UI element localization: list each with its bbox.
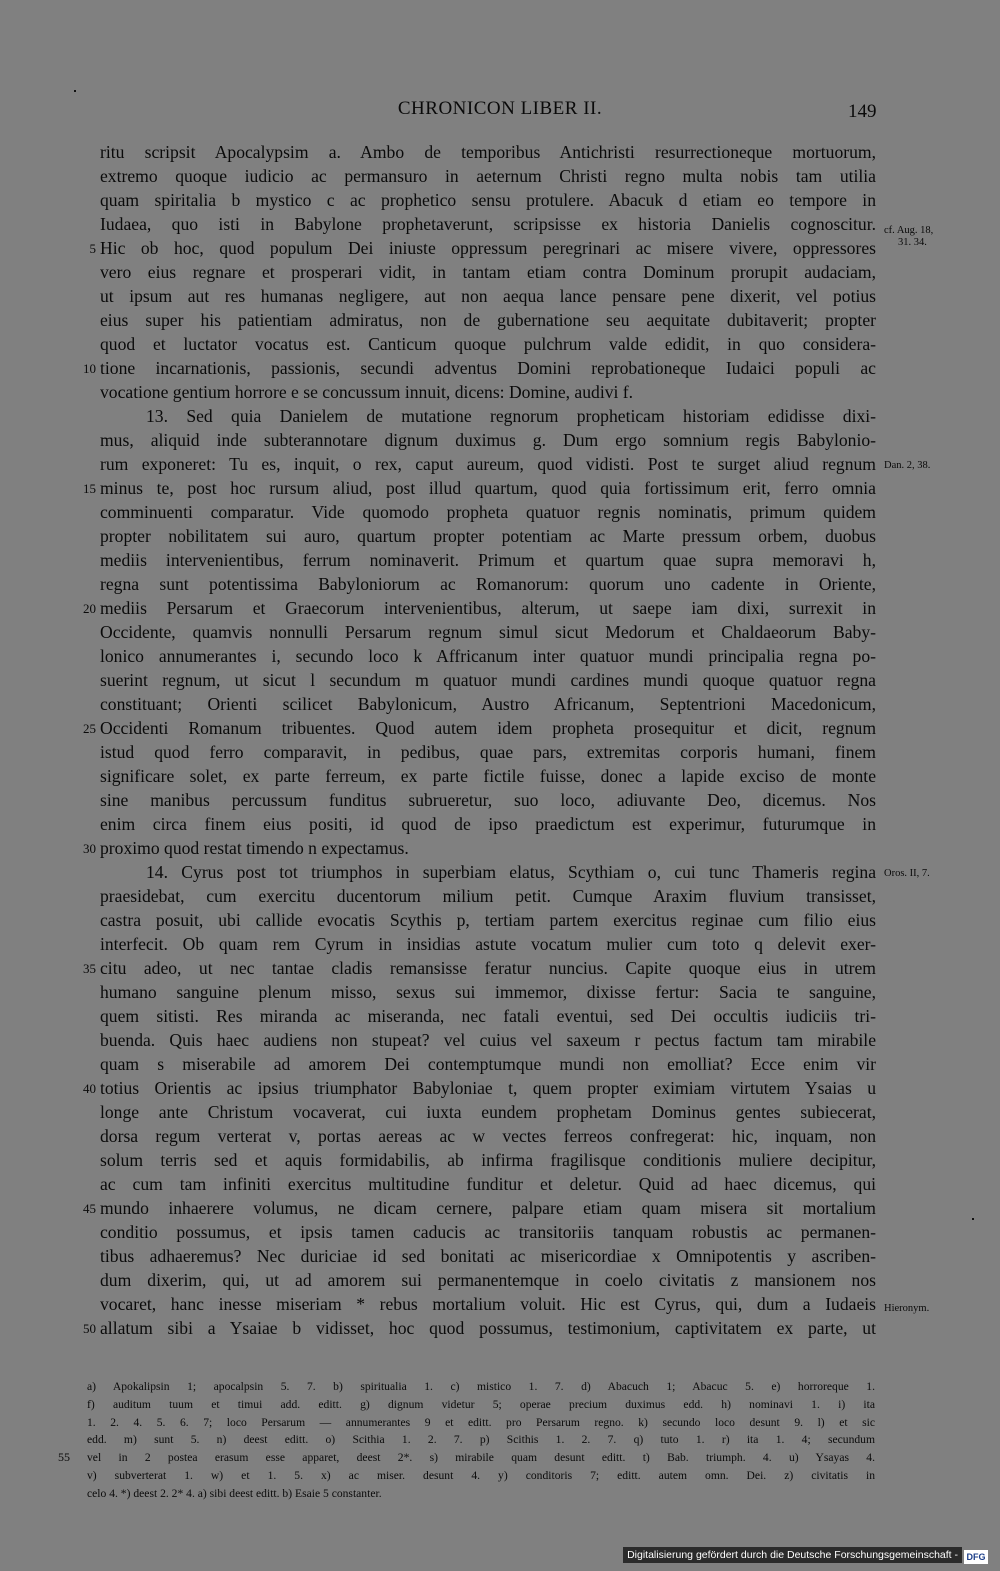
line-number: 35	[83, 961, 96, 976]
body-line: dum dixerim, qui, ut ad amorem sui permanentemque in coelo civitatis z mansionem nos	[100, 1270, 876, 1290]
margin-note: cf. Aug. 18,	[884, 225, 934, 237]
line-number: 10	[83, 361, 96, 376]
body-line: sine manibus percussum funditus subrueretur, suo loco, adiuvante Deo, dicemus. Nos	[100, 790, 876, 810]
body-line: lonico annumerantes i, secundo loco k Affricanum inter quatuor mundi principalia regna po-	[100, 646, 876, 666]
digitization-credit: Digitalisierung gefördert durch die Deutsche Forschungsgemeinschaft -	[623, 1547, 962, 1563]
body-line: comminuenti comparatur. Vide quomodo propheta quatuor regnis nominatis, primum quidem	[100, 502, 876, 522]
body-line: proximo quod restat timendo n expectamus.	[100, 838, 409, 858]
body-line: citu adeo, ut nec tantae cladis remansisse feratur nuncius. Capite quoque eius in utrem	[100, 958, 876, 978]
margin-note: Dan. 2, 38.	[884, 460, 931, 472]
body-line: castra posuit, ubi callide evocatis Scythis p, tertiam partem exercitus reginae cum filio eius	[100, 910, 876, 930]
body-line: 14. Cyrus post tot triumphos in superbiam elatus, Scythiam o, cui tunc Thameris regina	[146, 862, 876, 882]
body-line: Hic ob hoc, quod populum Dei iniuste oppressum peregrinari ac misere vivere, oppressores	[100, 238, 876, 258]
body-line: allatum sibi a Ysaiae b vidisset, hoc quod possumus, testimonium, captivitatem ex parte, ut	[100, 1318, 876, 1338]
body-line: istud quod ferro comparavit, in pedibus, quae pars, extremitas corporis humani, finem	[100, 742, 876, 762]
dfg-logo: DFG	[964, 1550, 988, 1564]
footnote-line: 1. 2. 4. 5. 6. 7; loco Persarum — annumerantes 9 et editt. pro Persarum regno. k) secundo loco desunt 9. l) et sic	[87, 1415, 875, 1429]
body-line: 13. Sed quia Danielem de mutatione regnorum propheticam historiam edidisse dixi-	[146, 406, 876, 426]
body-line: praesidebat, cum exercitu ducentorum milium petit. Cumque Araxim fluvium transisset,	[100, 886, 876, 906]
line-number: 25	[83, 721, 96, 736]
body-line: minus te, post hoc rursum aliud, post illud quartum, quod quia fortissimum erit, ferro omnia	[100, 478, 876, 498]
running-title: CHRONICON LIBER II.	[397, 98, 603, 119]
scan-speck	[74, 90, 76, 92]
footnote-line: edd. m) sunt 5. n) deest editt. o) Scithia 1. 2. 7. p) Scithis 1. 2. 7. q) tuto 1. r) ita 1. 4; secundum	[87, 1433, 875, 1447]
footnote-line: f) auditum tuum et timui add. editt. g) dignum videtur 5; operae precium duximus edd. h) nominavi 1. i) ita	[87, 1397, 875, 1411]
body-line: vero eius regnare et prosperari vidit, in tantam etiam contra Dominum prorupit audaciam,	[100, 262, 876, 282]
line-number: 30	[83, 841, 96, 856]
body-line: Occidente, quamvis nonnulli Persarum regnum simul sicut Medorum et Chaldaeorum Baby-	[100, 622, 876, 642]
line-number: 15	[83, 481, 96, 496]
line-number: 50	[83, 1321, 96, 1336]
body-line: longe ante Christum vocaverat, cui iuxta eundem prophetam Dominus gentes subiecerat,	[100, 1102, 876, 1122]
body-line: suerint regnum, ut sicut l secundum m quatuor mundi cardines mundi quoque quatuor regna	[100, 670, 876, 690]
footnote-line: a) Apokalipsin 1; apocalpsin 5. 7. b) spiritualia 1. c) mistico 1. 7. d) Abacuch 1; Abacuc 5. e) horroreque 1.	[87, 1380, 875, 1393]
body-line: ac cum tam infiniti exercitus multitudine funditur et deletur. Quid ad haec dicemus, qui	[100, 1174, 876, 1194]
body-line: quam s miserabile ad amorem Dei contemptumque mundi non emolliat? Ecce enim vir	[100, 1054, 876, 1074]
body-line: totius Orientis ac ipsius triumphator Babyloniae t, quem propter eximiam virtutem Ysaias u	[100, 1078, 876, 1098]
body-line: humano sanguine plenum misso, sexus sui immemor, dixisse fertur: Sacia te sanguine,	[100, 982, 876, 1002]
margin-note: Hieronym.	[884, 1302, 930, 1314]
body-line: mediis intervenientibus, ferrum nominaverit. Primum et quartum quae supra memoravi h,	[100, 550, 876, 570]
body-line: propter nobilitatem sui auro, quartum propter potentiam ac Marte pressum orbem, duobus	[100, 526, 876, 546]
body-line: quem sitisti. Res miranda ac miseranda, nec fatali eventui, sed Dei occultis iudiciis tri-	[100, 1006, 876, 1026]
body-line: rum exponeret: Tu es, inquit, o rex, caput aureum, quod vidisti. Post te surget aliud regnum	[100, 454, 876, 474]
footnote-line: v) subverterat 1. w) et 1. 5. x) ac miser. desunt 4. y) conditoris 7; editt. autem omn. Dei. z) civitatis in	[87, 1469, 875, 1482]
body-line: ritu scripsit Apocalypsim a. Ambo de temporibus Antichristi resurrectioneque mortuorum,	[100, 142, 876, 162]
margin-note: 31. 34.	[898, 237, 927, 249]
body-line: constituant; Orienti scilicet Babylonicum, Austro Africanum, Septentrioni Macedonicum,	[100, 694, 876, 714]
body-line: buenda. Quis haec audiens non stupeat? vel cuius vel saxeum r pectus factum tam mirabile	[100, 1030, 876, 1050]
footnote-line: vel in 2 postea erasum esse apparet, deest 2*. s) mirabile quam desunt editt. t) Bab. triumph. 4. u) Ysayas 4.	[87, 1451, 875, 1465]
body-line: tione incarnationis, passionis, secundi adventus Domini reprobationeque Iudaici populi ac	[100, 358, 876, 378]
body-line: Iudaea, quo isti in Babylone prophetaverunt, scripsisse ex historia Danielis cognoscitur.	[100, 214, 876, 234]
body-line: conditio possumus, et ipsis tamen caducis ac transitoriis tanquam robustis ac permanen-	[100, 1222, 876, 1242]
body-line: solum terris sed et aquis formidabilis, ab infirma fragilisque conditionis muliere decipitur,	[100, 1150, 876, 1170]
line-number: 20	[83, 601, 96, 616]
body-line: quam spiritalia b mystico c ac prophetico sensu protulere. Abacuk d etiam eo tempore in	[100, 190, 876, 210]
body-line: enim circa finem eius positi, id quod de ipso praedictum est experimur, futurumque in	[100, 814, 876, 834]
body-line: quod et luctator vocatus est. Canticum quoque pulchrum valde edidit, in quo considera-	[100, 334, 876, 354]
body-line: significare solet, ex parte ferreum, ex parte fictile fuisse, donec a lapide exciso de monte	[100, 766, 876, 786]
line-number: 5	[89, 241, 96, 256]
line-number: 45	[83, 1201, 96, 1216]
body-line: mundo inhaerere volumus, ne dicam cernere, palpare etiam quam misera sit mortalium	[100, 1198, 876, 1218]
body-line: ut ipsum aut res humanas negligere, aut non aequa lance pensare pene dixerit, vel potius	[100, 286, 876, 306]
body-line: tibus adhaeremus? Nec duriciae id sed bonitati ac misericordiae x Omnipotentis y ascriben-	[100, 1246, 876, 1266]
margin-note: Oros. II, 7.	[884, 868, 930, 880]
footnote-line: celo 4. *) deest 2. 2* 4. a) sibi deest editt. b) Esaie 5 constanter.	[87, 1486, 382, 1500]
body-line: mediis Persarum et Graecorum intervenientibus, alterum, ut saepe iam dixi, surrexit in	[100, 598, 876, 618]
scan-speck	[972, 1218, 974, 1220]
line-number: 40	[83, 1081, 96, 1096]
body-line: vocaret, hanc inesse miseriam * rebus mortalium voluit. Hic est Cyrus, qui, dum a Iudaeis	[100, 1294, 876, 1314]
body-line: mus, aliquid inde subterannotare dignum duximus g. Dum ergo somnium regis Babylonio-	[100, 430, 876, 450]
body-line: interfecit. Ob quam rem Cyrum in insidias astute vocatum mulier cum toto q delevit exer-	[100, 934, 876, 954]
body-line: regna sunt potentissima Babyloniorum ac Romanorum: quorum uno cadente in Oriente,	[100, 574, 876, 594]
body-line: Occidenti Romanum tribuentes. Quod autem idem propheta prosequitur et dicit, regnum	[100, 718, 876, 738]
body-line: dorsa regum verterat v, portas aereas ac w vectes ferreos confregerat: hic, inquam, non	[100, 1126, 876, 1146]
footnote-line-number: 55	[58, 1450, 70, 1465]
body-line: extremo quoque iudicio ac permansuro in aeternum Christi regno multa nobis tam utilia	[100, 166, 876, 186]
body-line: vocatione gentium horrore e se concussum innuit, dicens: Domine, audivi f.	[100, 382, 634, 402]
body-line: eius super his patientiam admiratus, non de gubernatione seu aequitate dubitaverit; propter	[100, 310, 876, 330]
page-number: 149	[848, 101, 877, 122]
